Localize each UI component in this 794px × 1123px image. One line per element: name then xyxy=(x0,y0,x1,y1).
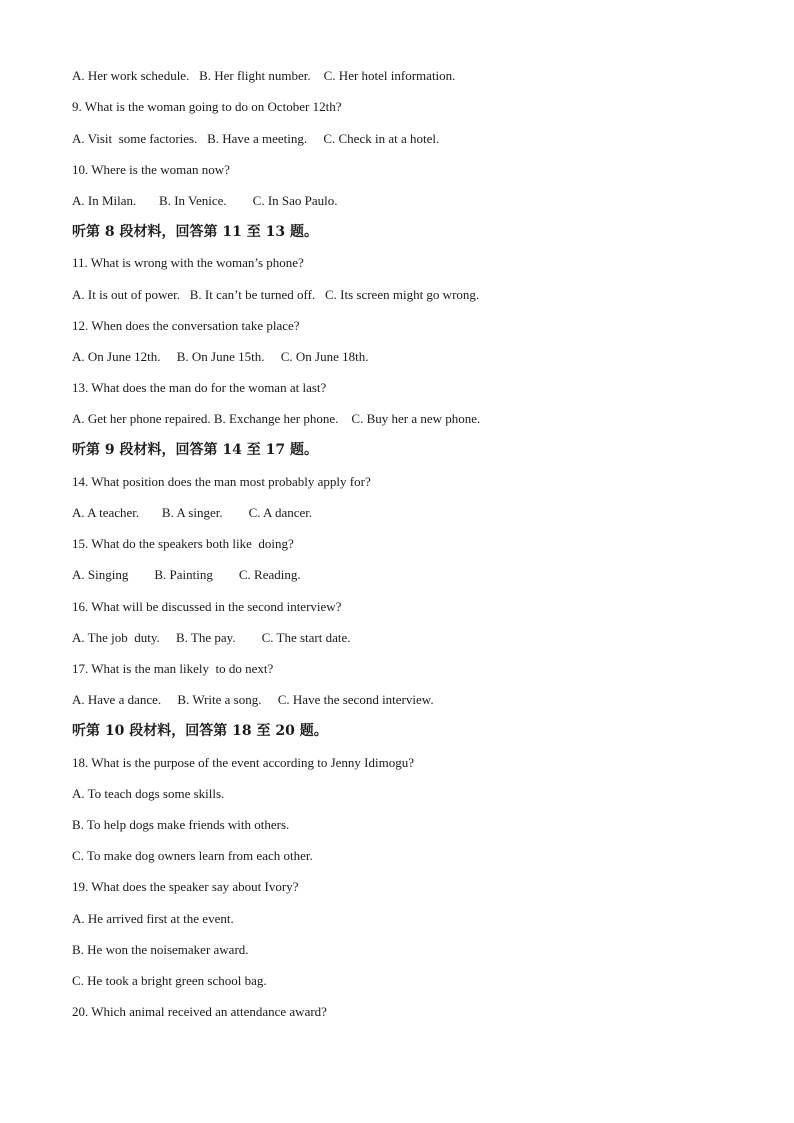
section-heading-8: 听第 8 段材料，回答第 11 至 13 题。 xyxy=(72,224,318,240)
question-18: 18. What is the purpose of the event according to Jenny Idimogu? xyxy=(72,755,415,770)
question-13: 13. What does the man do for the woman at last? xyxy=(72,380,327,395)
section-heading-10: 听第 10 段材料，回答第 18 至 20 题。 xyxy=(72,723,328,739)
q18-option-a: A. To teach dogs some skills. xyxy=(72,786,225,801)
question-11: 11. What is wrong with the woman’s phone? xyxy=(72,255,304,270)
q16-options: A. The job duty. B. The pay. C. The start date. xyxy=(72,630,351,645)
question-17: 17. What is the man likely to do next? xyxy=(72,661,274,676)
q11-options: A. It is out of power. B. It can’t be turned off. C. Its screen might go wrong. xyxy=(72,287,480,302)
q19-option-b: B. He won the noisemaker award. xyxy=(72,942,249,957)
q14-options: A. A teacher. B. A singer. C. A dancer. xyxy=(72,505,313,520)
question-14: 14. What position does the man most probably apply for? xyxy=(72,474,371,489)
q17-options: A. Have a dance. B. Write a song. C. Have the second interview. xyxy=(72,692,434,707)
q18-option-c: C. To make dog owners learn from each other. xyxy=(72,848,313,863)
q18-option-b: B. To help dogs make friends with others. xyxy=(72,817,290,832)
q13-options: A. Get her phone repaired. B. Exchange her phone. C. Buy her a new phone. xyxy=(72,411,481,426)
q19-option-a: A. He arrived first at the event. xyxy=(72,911,234,926)
q9-options: A. Visit some factories. B. Have a meeting. C. Check in at a hotel. xyxy=(72,131,440,146)
q10-options: A. In Milan. B. In Venice. C. In Sao Paulo. xyxy=(72,193,338,208)
question-9: 9. What is the woman going to do on October 12th? xyxy=(72,99,342,114)
question-19: 19. What does the speaker say about Ivory? xyxy=(72,879,299,894)
section-heading-9: 听第 9 段材料，回答第 14 至 17 题。 xyxy=(72,442,318,458)
question-16: 16. What will be discussed in the second interview? xyxy=(72,599,342,614)
q19-option-c: C. He took a bright green school bag. xyxy=(72,973,267,988)
q8-options: A. Her work schedule. B. Her flight number. C. Her hotel information. xyxy=(72,68,456,83)
question-15: 15. What do the speakers both like doing? xyxy=(72,536,294,551)
question-20: 20. Which animal received an attendance award? xyxy=(72,1004,327,1019)
question-10: 10. Where is the woman now? xyxy=(72,162,230,177)
question-12: 12. When does the conversation take place? xyxy=(72,318,300,333)
q12-options: A. On June 12th. B. On June 15th. C. On June 18th. xyxy=(72,349,369,364)
q15-options: A. Singing B. Painting C. Reading. xyxy=(72,567,301,582)
